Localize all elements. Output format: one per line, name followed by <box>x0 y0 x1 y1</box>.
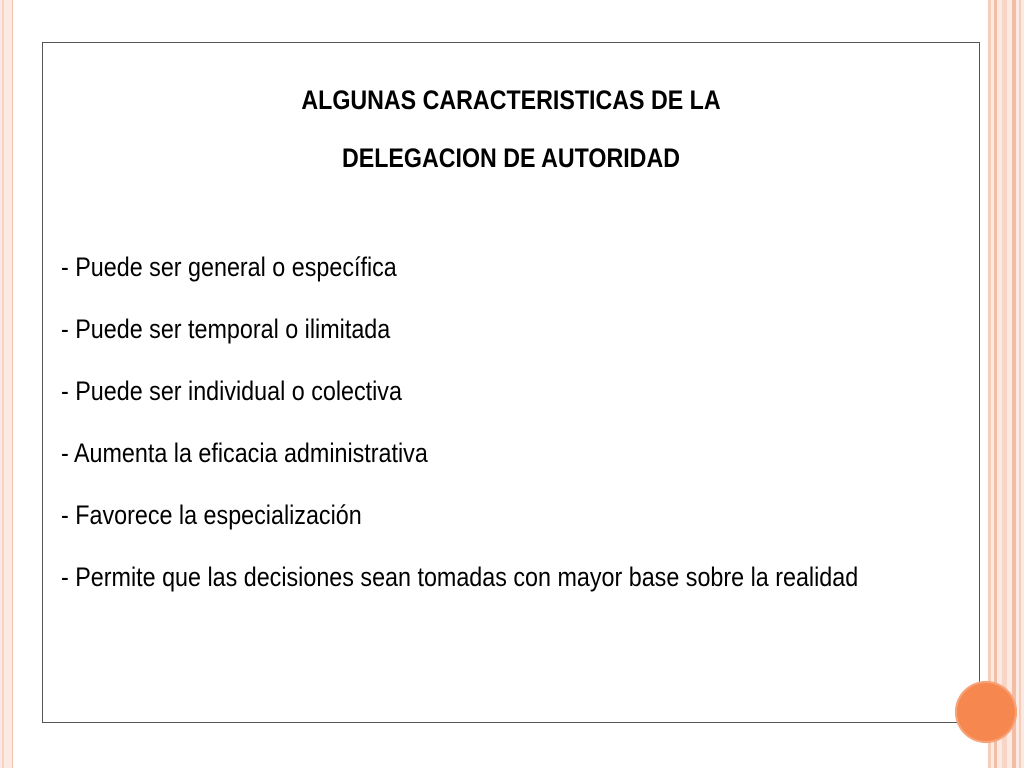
bullet-list <box>61 252 859 624</box>
bullet-item: - Favorece la especialización <box>61 500 362 530</box>
bullet-item: - Puede ser temporal o ilimitada <box>61 314 391 344</box>
bullet-item: - Aumenta la eficacia administrativa <box>61 438 428 468</box>
slide-content-frame <box>42 42 980 723</box>
bullet-item: - Puede ser individual o colectiva <box>61 376 402 406</box>
orange-circle-decoration <box>955 681 1017 743</box>
slide-title <box>109 71 914 187</box>
bullet-item: - Permite que las decisiones sean tomadas con mayor base sobre la realidad <box>61 562 859 592</box>
slide-title-line-2: DELEGACION DE AUTORIDAD <box>341 143 681 173</box>
left-decorative-strip <box>0 0 13 768</box>
slide-title-line-1: ALGUNAS CARACTERISTICAS DE LA <box>301 85 721 115</box>
right-decorative-stripes <box>988 0 1024 768</box>
bullet-item: - Puede ser general o específica <box>61 252 397 282</box>
